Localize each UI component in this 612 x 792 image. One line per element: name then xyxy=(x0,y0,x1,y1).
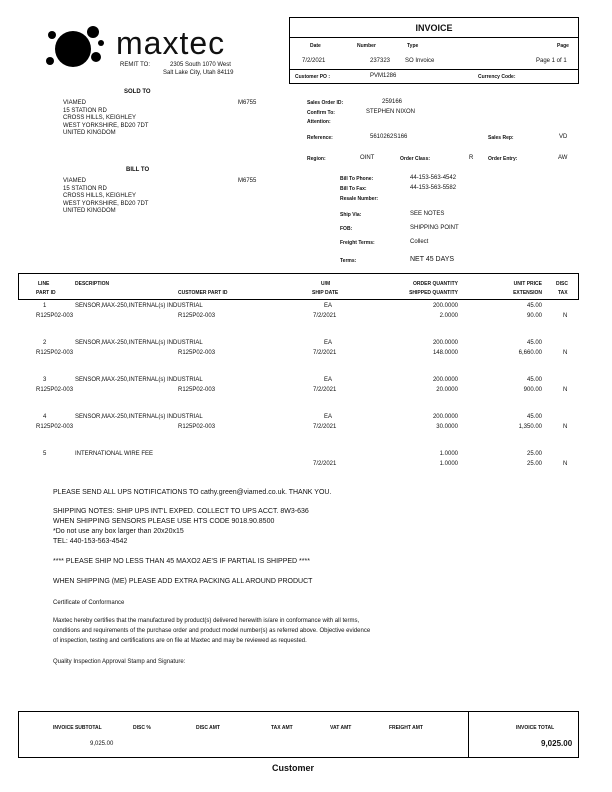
line-extension: 25.00 xyxy=(526,461,542,467)
line-order-qty: 200.0000 xyxy=(432,340,458,346)
line-um: EA xyxy=(324,377,333,383)
line-part-id: R125P02-003 xyxy=(36,313,74,319)
bill-phone-label: Bill To Phone: xyxy=(340,176,374,182)
bill-fax-value: 44-153-563-5582 xyxy=(410,185,457,191)
line-customer-part-id: R125P02-003 xyxy=(178,350,216,356)
col-disc: DISC xyxy=(556,281,568,287)
ship-via-value: SEE NOTES xyxy=(410,211,445,217)
invoice-type: SO Invoice xyxy=(405,58,435,64)
sold-to-address: VIAMED 15 STATION RD CROSS HILLS, KEIGHLEY WEST YORKSHIRE, BD20 7DT UNITED KINGDOM xyxy=(63,100,149,136)
line-description: SENSOR,MAX-250,INTERNAL(s) INDUSTRIAL xyxy=(75,414,203,420)
note-4: *Do not use any box larger than 20x20x15 xyxy=(53,528,184,535)
invoice-date: 7/2/2021 xyxy=(302,58,326,64)
freight-value: Collect xyxy=(410,239,429,245)
order-class-value: R xyxy=(469,155,474,161)
region-value: OINT xyxy=(360,155,375,161)
reference-value: 5610262S166 xyxy=(370,134,408,140)
stamp-label: Quality Inspection Approval Stamp and Signature: xyxy=(53,659,186,665)
terms-label: Terms: xyxy=(340,258,357,264)
customer-po: PVM1286 xyxy=(370,73,397,79)
sold-to-code: M6755 xyxy=(238,100,257,106)
sold-to-heading: SOLD TO xyxy=(124,89,151,95)
line-unit-price: 45.00 xyxy=(526,377,542,383)
remit-label: REMIT TO: xyxy=(120,62,151,68)
line-ship-date: 7/2/2021 xyxy=(313,424,337,430)
line-number: 2 xyxy=(43,340,47,346)
line-part-id: R125P02-003 xyxy=(36,424,74,430)
line-ship-date: 7/2/2021 xyxy=(313,313,337,319)
disc-amt-label: DISC AMT xyxy=(196,725,220,731)
customer-po-label: Customer PO : xyxy=(295,74,331,80)
line-order-qty: 200.0000 xyxy=(432,377,458,383)
line-number: 5 xyxy=(43,451,47,457)
line-description: INTERNATIONAL WIRE FEE xyxy=(75,451,154,457)
col-ship-date: SHIP DATE xyxy=(312,290,339,296)
line-unit-price: 45.00 xyxy=(526,414,542,420)
line-order-qty: 200.0000 xyxy=(432,303,458,309)
bill-to-heading: BILL TO xyxy=(126,167,150,173)
attention-label: Attention: xyxy=(307,119,331,125)
line-um: EA xyxy=(324,303,333,309)
vat-amt-label: VAT AMT xyxy=(330,725,352,731)
line-extension: 90.00 xyxy=(526,313,542,319)
fob-value: SHIPPING POINT xyxy=(410,225,459,231)
line-description: SENSOR,MAX-250,INTERNAL(s) INDUSTRIAL xyxy=(75,340,203,346)
fob-label: FOB: xyxy=(340,226,353,232)
certificate-para-2: conditions and requirements of the purchase order and product model number(s) as referred above. Objective evidence xyxy=(53,628,371,634)
line-part-id: R125P02-003 xyxy=(36,387,74,393)
line-number: 1 xyxy=(43,303,47,309)
note-5: TEL: 440-153-563-4542 xyxy=(53,538,128,545)
line-ship-date: 7/2/2021 xyxy=(313,387,337,393)
subtotal-label: INVOICE SUBTOTAL xyxy=(53,725,102,731)
invoice-title: INVOICE xyxy=(415,23,453,33)
line-shipped-qty: 1.0000 xyxy=(439,461,458,467)
sales-rep-label: Sales Rep: xyxy=(488,135,514,141)
totals-box xyxy=(18,711,579,758)
note-1: PLEASE SEND ALL UPS NOTIFICATIONS TO cathy.green@viamed.co.uk. THANK YOU. xyxy=(53,489,332,496)
line-part-id: R125P02-003 xyxy=(36,350,74,356)
line-tax: N xyxy=(563,424,568,430)
terms-value: NET 45 DAYS xyxy=(410,256,455,263)
bill-fax-label: Bill To Fax: xyxy=(340,186,367,192)
line-customer-part-id: R125P02-003 xyxy=(178,313,216,319)
line-tax: N xyxy=(563,387,568,393)
bill-to-code: M6755 xyxy=(238,178,257,184)
freight-label: Freight Terms: xyxy=(340,240,375,246)
line-number: 4 xyxy=(43,414,47,420)
bill-phone-value: 44-153-563-4542 xyxy=(410,175,457,181)
line-tax: N xyxy=(563,313,568,319)
line-um: EA xyxy=(324,414,333,420)
invoice-number: 237323 xyxy=(370,58,391,64)
line-extension: 900.00 xyxy=(523,387,542,393)
col-extension: EXTENSION xyxy=(513,290,542,296)
order-entry-value: AW xyxy=(558,155,568,161)
sales-rep-value: VD xyxy=(559,134,568,140)
col-tax: TAX xyxy=(558,290,568,296)
line-number: 3 xyxy=(43,377,47,383)
line-tax: N xyxy=(563,461,568,467)
page-label: Page xyxy=(557,43,569,49)
col-shipped-qty: SHIPPED QUANTITY xyxy=(409,290,458,296)
company-address-1: 2305 South 1070 West xyxy=(170,62,231,68)
currency-label: Currency Code: xyxy=(478,74,516,80)
certificate-para-3: of inspection, testing and certifications are on file at Maxtec and may be reviewed as requested. xyxy=(53,638,307,644)
invoice-page: Page 1 of 1 xyxy=(536,58,567,64)
line-order-qty: 200.0000 xyxy=(432,414,458,420)
line-extension: 1,350.00 xyxy=(518,424,542,430)
line-tax: N xyxy=(563,350,568,356)
order-class-label: Order Class: xyxy=(400,156,431,162)
order-entry-label: Order Entry: xyxy=(488,156,518,162)
col-um: U/M xyxy=(321,281,331,287)
line-shipped-qty: 20.0000 xyxy=(436,387,458,393)
bill-to-address: VIAMED 15 STATION RD CROSS HILLS, KEIGHLEY WEST YORKSHIRE, BD20 7DT UNITED KINGDOM xyxy=(63,178,149,214)
note-7: WHEN SHIPPING (ME) PLEASE ADD EXTRA PACKING ALL AROUND PRODUCT xyxy=(53,578,313,585)
company-address-2: Salt Lake City, Utah 84119 xyxy=(163,70,234,76)
tax-amt-label: TAX AMT xyxy=(271,725,293,731)
line-unit-price: 45.00 xyxy=(526,340,542,346)
resale-label: Resale Number: xyxy=(340,196,379,202)
line-ship-date: 7/2/2021 xyxy=(313,350,337,356)
subtotal-value: 9,025.00 xyxy=(90,741,114,747)
col-part-id: PART ID xyxy=(36,290,56,296)
line-description: SENSOR,MAX-250,INTERNAL(s) INDUSTRIAL xyxy=(75,377,203,383)
line-ship-date: 7/2/2021 xyxy=(313,461,337,467)
note-3: WHEN SHIPPING SENSORS PLEASE USE HTS CODE 9018.90.8500 xyxy=(53,518,275,525)
line-shipped-qty: 30.0000 xyxy=(436,424,458,430)
sales-order-label: Sales Order ID: xyxy=(307,100,344,106)
note-2: SHIPPING NOTES: SHIP UPS INT'L EXPED. COLLECT TO UPS ACCT. 8W3-636 xyxy=(53,508,309,515)
line-unit-price: 25.00 xyxy=(526,451,542,457)
col-customer-part-id: CUSTOMER PART ID xyxy=(178,290,228,296)
reference-label: Reference: xyxy=(307,135,333,141)
number-label: Number xyxy=(357,43,376,49)
line-shipped-qty: 148.0000 xyxy=(432,350,458,356)
freight-amt-label: FREIGHT AMT xyxy=(389,725,423,731)
logo-dots-icon xyxy=(38,17,118,77)
sales-order-value: 259166 xyxy=(382,99,403,105)
note-6: **** PLEASE SHIP NO LESS THAN 45 MAXO2 AE'S IF PARTIAL IS SHIPPED **** xyxy=(53,558,310,565)
logo-text: maxtec xyxy=(116,25,226,61)
line-extension: 6,660.00 xyxy=(518,350,542,356)
certificate-para-1: Maxtec hereby certifies that the manufactured by product(s) delivered herewith is/are in conformance with all terms, xyxy=(53,618,360,624)
total-value: 9,025.00 xyxy=(541,739,573,748)
line-order-qty: 1.0000 xyxy=(439,451,458,457)
col-line: LINE xyxy=(38,281,50,287)
col-description: DESCRIPTION xyxy=(75,281,110,287)
confirm-value: STEPHEN NIXON xyxy=(366,109,416,115)
line-shipped-qty: 2.0000 xyxy=(439,313,458,319)
line-um: EA xyxy=(324,340,333,346)
col-unit-price: UNIT PRICE xyxy=(513,281,542,287)
line-unit-price: 45.00 xyxy=(526,303,542,309)
line-description: SENSOR,MAX-250,INTERNAL(s) INDUSTRIAL xyxy=(75,303,203,309)
confirm-label: Confirm To: xyxy=(307,110,335,116)
region-label: Region: xyxy=(307,156,326,162)
line-customer-part-id: R125P02-003 xyxy=(178,387,216,393)
line-customer-part-id: R125P02-003 xyxy=(178,424,216,430)
col-order-qty: ORDER QUANTITY xyxy=(413,281,458,287)
type-label: Type xyxy=(407,43,419,49)
footer-label: Customer xyxy=(272,763,315,773)
total-label: INVOICE TOTAL xyxy=(516,725,555,731)
company-logo xyxy=(38,17,264,77)
date-label: Date xyxy=(310,43,321,49)
disc-pct-label: DISC % xyxy=(133,725,151,731)
ship-via-label: Ship Via: xyxy=(340,212,362,218)
certificate-title: Certificate of Conformance xyxy=(53,600,125,606)
